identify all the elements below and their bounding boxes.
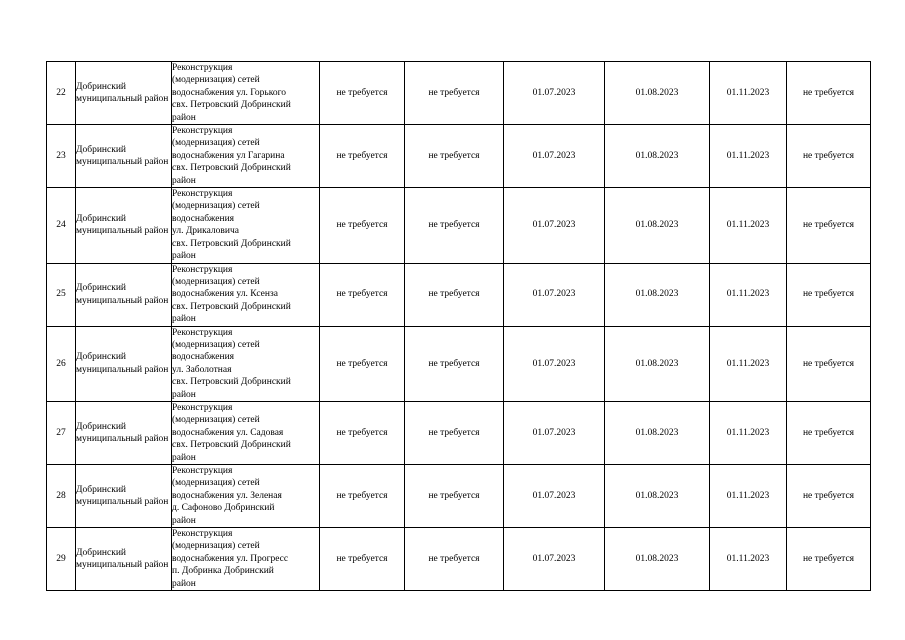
row-number-cell: 25 [47,263,76,326]
date-cell-2: 01.08.2023 [605,263,710,326]
object-cell: Реконструкция (модернизация) сетей водоснабжения ул. Прогресс п. Добринка Добринский район [172,528,320,591]
date-cell-3: 01.11.2023 [710,401,787,464]
table-row [47,326,871,401]
status-cell-2: не требуется [405,528,504,591]
date-cell-2: 01.08.2023 [605,401,710,464]
object-cell: Реконструкция (модернизация) сетей водоснабжения ул. Садовая свх. Петровский Добринский район [172,401,320,464]
status-cell-2: не требуется [405,188,504,263]
status-cell-3: не требуется [787,62,871,125]
district-cell: Добринский муниципальный район [76,188,172,263]
date-cell-1: 01.07.2023 [504,62,605,125]
object-cell: Реконструкция (модернизация) сетей водоснабжения ул. Ксенза свх. Петровский Добринский район [172,263,320,326]
row-number-cell: 27 [47,401,76,464]
status-cell-1: не требуется [320,465,405,528]
object-cell: Реконструкция (модернизация) сетей водоснабжения ул. Заболотная свх. Петровский Добринский район [172,326,320,401]
object-cell: Реконструкция (модернизация) сетей водоснабжения ул. Горького свх. Петровский Добринский район [172,62,320,125]
date-cell-3: 01.11.2023 [710,188,787,263]
district-cell: Добринский муниципальный район [76,401,172,464]
date-cell-3: 01.11.2023 [710,263,787,326]
date-cell-1: 01.07.2023 [504,188,605,263]
date-cell-1: 01.07.2023 [504,326,605,401]
date-cell-1: 01.07.2023 [504,401,605,464]
date-cell-3: 01.11.2023 [710,465,787,528]
object-cell: Реконструкция (модернизация) сетей водоснабжения ул Гагарина свх. Петровский Добринский район [172,125,320,188]
row-number-cell: 26 [47,326,76,401]
row-number-cell: 28 [47,465,76,528]
date-cell-2: 01.08.2023 [605,188,710,263]
district-cell: Добринский муниципальный район [76,263,172,326]
table-row [47,263,871,326]
status-cell-2: не требуется [405,263,504,326]
object-cell: Реконструкция (модернизация) сетей водоснабжения ул. Дрикаловича свх. Петровский Добринский район [172,188,320,263]
row-number-cell: 22 [47,62,76,125]
table-row [47,188,871,263]
works-table [46,61,871,591]
status-cell-2: не требуется [405,62,504,125]
table-row [47,401,871,464]
row-number-cell: 29 [47,528,76,591]
status-cell-2: не требуется [405,125,504,188]
status-cell-1: не требуется [320,326,405,401]
date-cell-3: 01.11.2023 [710,528,787,591]
status-cell-2: не требуется [405,465,504,528]
status-cell-1: не требуется [320,188,405,263]
date-cell-3: 01.11.2023 [710,62,787,125]
status-cell-3: не требуется [787,465,871,528]
status-cell-1: не требуется [320,263,405,326]
table-body [47,62,871,591]
status-cell-1: не требуется [320,401,405,464]
date-cell-2: 01.08.2023 [605,528,710,591]
table-row [47,62,871,125]
table-row [47,125,871,188]
row-number-cell: 24 [47,188,76,263]
date-cell-2: 01.08.2023 [605,125,710,188]
district-cell: Добринский муниципальный район [76,465,172,528]
date-cell-3: 01.11.2023 [710,125,787,188]
status-cell-2: не требуется [405,326,504,401]
status-cell-1: не требуется [320,528,405,591]
status-cell-3: не требуется [787,125,871,188]
date-cell-2: 01.08.2023 [605,465,710,528]
status-cell-3: не требуется [787,188,871,263]
district-cell: Добринский муниципальный район [76,125,172,188]
object-cell: Реконструкция (модернизация) сетей водоснабжения ул. Зеленая д. Сафоново Добринский район [172,465,320,528]
status-cell-1: не требуется [320,62,405,125]
status-cell-3: не требуется [787,326,871,401]
status-cell-3: не требуется [787,528,871,591]
district-cell: Добринский муниципальный район [76,528,172,591]
status-cell-3: не требуется [787,401,871,464]
status-cell-1: не требуется [320,125,405,188]
table-row [47,528,871,591]
date-cell-1: 01.07.2023 [504,465,605,528]
date-cell-1: 01.07.2023 [504,263,605,326]
row-number-cell: 23 [47,125,76,188]
status-cell-2: не требуется [405,401,504,464]
date-cell-2: 01.08.2023 [605,62,710,125]
date-cell-1: 01.07.2023 [504,528,605,591]
date-cell-3: 01.11.2023 [710,326,787,401]
date-cell-1: 01.07.2023 [504,125,605,188]
date-cell-2: 01.08.2023 [605,326,710,401]
status-cell-3: не требуется [787,263,871,326]
table-row [47,465,871,528]
district-cell: Добринский муниципальный район [76,326,172,401]
district-cell: Добринский муниципальный район [76,62,172,125]
